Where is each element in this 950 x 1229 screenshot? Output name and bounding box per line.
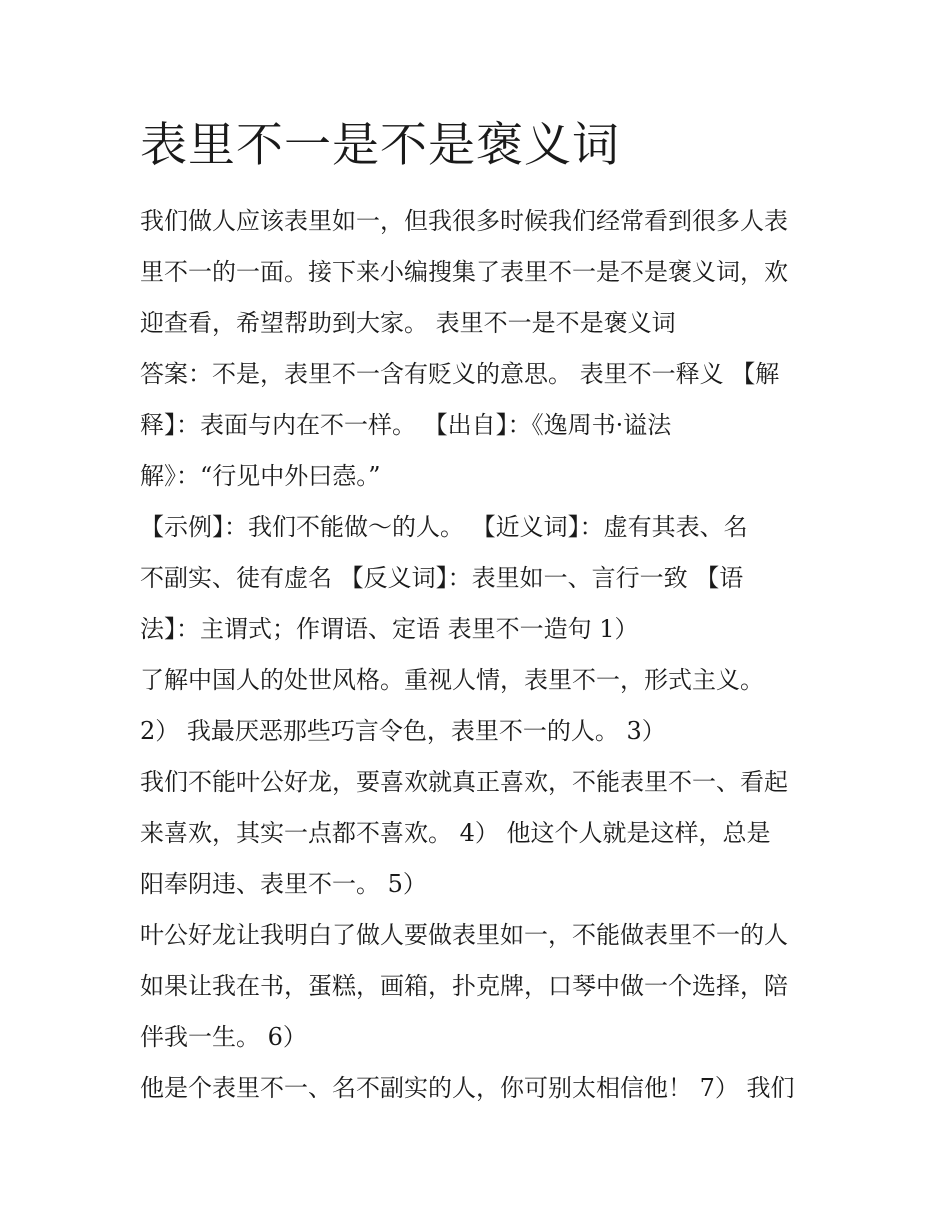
document-title: 表里不一是不是褒义词: [140, 118, 620, 173]
text-line: 迎查看，希望帮助到大家。 表里不一是不是褒义词: [140, 309, 676, 337]
text-line: 解》：“行见中外曰悫。”: [140, 462, 381, 490]
text-line: 不副实、徒有虚名 【反义词】：表里如一、言行一致 【语: [140, 564, 744, 592]
text-line: 我们不能叶公好龙，要喜欢就真正喜欢，不能表里不一、看起: [140, 768, 788, 796]
text-line: 里不一的一面。接下来小编搜集了表里不一是不是褒义词，欢: [140, 258, 788, 286]
text-line: 来喜欢，其实一点都不喜欢。 4） 他这个人就是这样，总是: [140, 819, 771, 847]
text-line: 【示例】：我们不能做～的人。 【近义词】：虚有其表、名: [140, 513, 748, 541]
text-line: 我们做人应该表里如一，但我很多时候我们经常看到很多人表: [140, 207, 788, 235]
text-line: 答案：不是，表里不一含有贬义的意思。 表里不一释义 【解: [140, 360, 780, 388]
text-line: 了解中国人的处世风格。重视人情，表里不一，形式主义。: [140, 666, 764, 694]
text-line: 他是个表里不一、名不副实的人，你可别太相信他！ 7） 我们: [140, 1074, 795, 1102]
text-line: 叶公好龙让我明白了做人要做表里如一，不能做表里不一的人: [140, 921, 788, 949]
text-line: 伴我一生。 6）: [140, 1023, 307, 1051]
text-line: 2） 我最厌恶那些巧言令色，表里不一的人。 3）: [140, 717, 666, 745]
text-line: 如果让我在书，蛋糕，画箱，扑克牌，口琴中做一个选择，陪: [140, 972, 788, 1000]
text-line: 释】：表面与内在不一样。 【出自】：《逸周书·谥法: [140, 411, 672, 439]
text-line: 法】：主谓式；作谓语、定语 表里不一造句 1）: [140, 615, 639, 643]
document-body: [140, 196, 840, 1114]
text-line: 阳奉阴违、表里不一。 5）: [140, 870, 427, 898]
